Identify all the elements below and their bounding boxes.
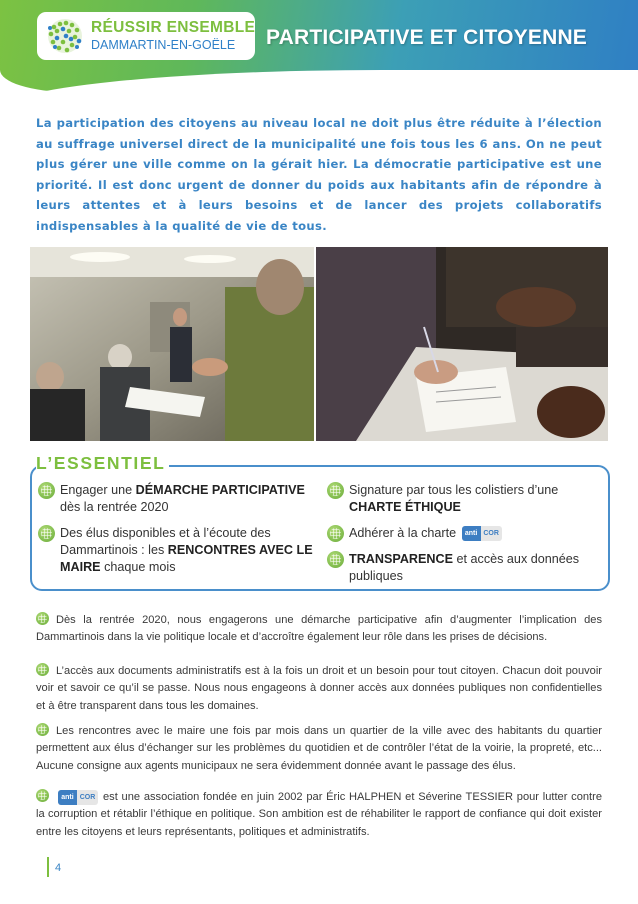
logo-line-2: DAMMARTIN-EN-GOËLE [91,38,236,52]
globe-bullet-icon [38,525,55,542]
paragraph-acces-documents [36,663,602,715]
globe-bullet-icon [36,723,49,736]
essentiel-item-transparence [349,551,599,585]
logo [37,12,255,60]
item-text: Engager une [60,483,136,497]
logo-line-1: RÉUSSIR ENSEMBLE [91,19,256,36]
anticor-logo-cor: COR [483,530,499,538]
globe-bullet-icon [327,551,344,568]
item-text: Des élus disponibles et à l’écoute des Dammartinois : les [60,526,271,557]
item-text: Adhérer à la charte [349,526,460,540]
essentiel-item-charte [349,482,594,516]
photo-meeting [30,247,314,441]
essentiel-item-demarche [60,482,315,516]
photo-signature [316,247,608,441]
globe-bullet-icon [36,612,49,625]
logo-people-icon [45,17,85,55]
item-text: et accès aux données publiques [349,552,580,583]
item-bold: RENCONTRES AVEC LE MAIRE [60,543,313,574]
intro-paragraph: La participation des citoyens au niveau local ne doit plus être réduite à l’élection au suffrage universel direct de la municipalité une fois tous les 6 ans. On ne peut plus gérer une ville comme on la gérait hier. La démocratie participative est une priorité. Il est donc urgent de donner du poids aux habitants afin de répondre à leurs attentes et à leurs besoins et de lancer des projets collaboratifs indispensables à la qualité de vie de tous. [36,116,602,233]
page-title: PARTICIPATIVE ET CITOYENNE [266,26,588,49]
globe-bullet-icon [36,663,49,676]
page-number: 4 [55,862,62,874]
essentiel-title: L’ESSENTIEL [36,453,169,474]
paragraph-anticor [36,789,602,841]
paragraph-text: est une association fondée en juin 2002 par Éric HALPHEN et Séverine TESSIER pour lutter contre la corruption et rétablir l’éthique en politique. Son ambition est de réhabiliter le rapport de confiance qui doit exister entre les citoyens et leurs représentants, politiques et administratifs. [36,791,602,838]
item-bold: DÉMARCHE PARTICIPATIVE [135,483,305,497]
anticor-logo [462,526,502,541]
essentiel-item-rencontres [60,525,318,576]
footer-divider [47,857,49,877]
paragraph-text: L’accès aux documents administratifs est à la fois un droit et un besoin pour tout citoyen. Chacun doit pouvoir voir et savoir ce qu’il se passe. Nous nous engageons à donner accès aux données publiques non confidentielles et à être transparent dans tous les domaines. [36,665,602,712]
globe-bullet-icon [38,482,55,499]
anticor-logo-anti: anti [462,526,481,541]
anticor-logo-cor: COR [79,793,96,801]
item-text: Signature par tous les colistiers d’une [349,483,559,497]
paragraph-text: Les rencontres avec le maire une fois par mois dans un quartier de la ville avec des habitants du quartier permettent aux élus d’échanger sur les problèmes du quotidien et de contrôler l’état de la voirie, la propreté, etc... Aucune consigne aux agents municipaux ne sera évidemment donnée avant le passage des élus. [36,725,602,772]
paragraph-rencontres [36,723,602,775]
item-text: dès la rentrée 2020 [60,500,169,514]
essentiel-item-anticor [349,525,594,542]
paragraph-text: Dès la rentrée 2020, nous engagerons une démarche participative afin d’augmenter l’implication des Dammartinois dans la vie politique locale et d’accroître également leur rôle dans les prises de décisions. [36,614,602,644]
anticor-logo-anti: anti [58,790,77,805]
globe-bullet-icon [327,525,344,542]
item-bold: TRANSPARENCE [349,552,454,566]
item-text: chaque mois [100,560,176,574]
item-bold: CHARTE ÉTHIQUE [349,500,461,514]
globe-bullet-icon [36,789,49,802]
paragraph-demarche [36,612,602,647]
anticor-logo [58,790,98,805]
globe-bullet-icon [327,482,344,499]
